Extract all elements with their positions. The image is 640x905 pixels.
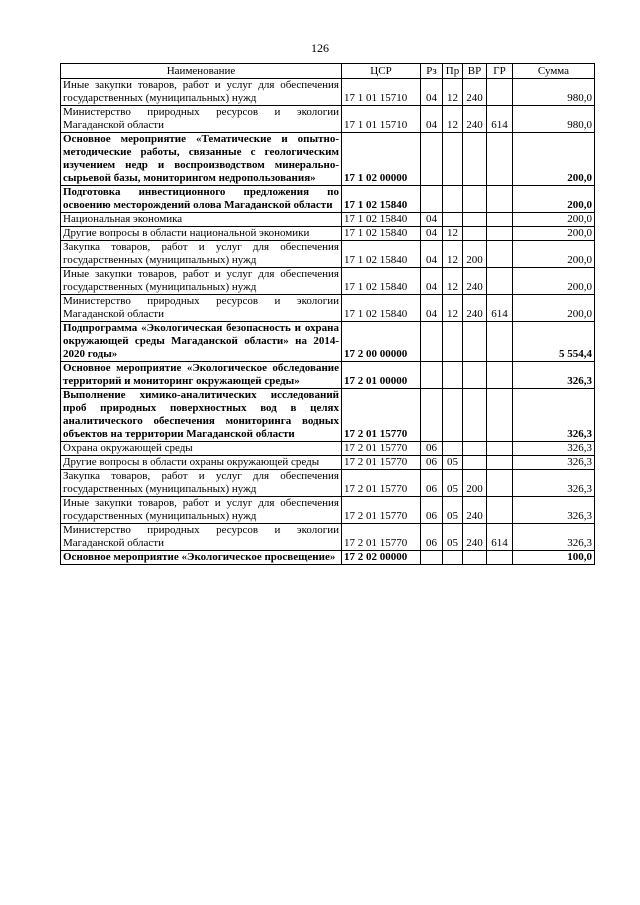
cell-sum: 326,3 xyxy=(513,497,595,524)
cell-csr: 17 2 01 15770 xyxy=(342,497,421,524)
cell-csr: 17 2 00 00000 xyxy=(342,322,421,362)
cell-gr: 614 xyxy=(487,106,513,133)
cell-rz xyxy=(421,389,443,442)
cell-pr: 05 xyxy=(443,470,463,497)
table-row xyxy=(61,241,595,268)
cell-pr xyxy=(443,389,463,442)
cell-vr xyxy=(463,551,487,565)
cell-pr xyxy=(443,322,463,362)
cell-name: Другие вопросы в области охраны окружающей среды xyxy=(61,456,342,470)
table-row xyxy=(61,295,595,322)
cell-pr xyxy=(443,186,463,213)
cell-vr: 240 xyxy=(463,79,487,106)
cell-sum: 200,0 xyxy=(513,241,595,268)
cell-pr: 05 xyxy=(443,497,463,524)
cell-rz xyxy=(421,362,443,389)
cell-sum: 326,3 xyxy=(513,362,595,389)
cell-sum: 326,3 xyxy=(513,524,595,551)
cell-csr: 17 2 01 15770 xyxy=(342,470,421,497)
table-row xyxy=(61,456,595,470)
cell-vr xyxy=(463,213,487,227)
table-row xyxy=(61,497,595,524)
cell-gr xyxy=(487,133,513,186)
cell-vr xyxy=(463,456,487,470)
cell-sum: 980,0 xyxy=(513,79,595,106)
header-vr: ВР xyxy=(463,64,487,79)
cell-sum: 200,0 xyxy=(513,295,595,322)
table-row xyxy=(61,389,595,442)
cell-vr xyxy=(463,362,487,389)
cell-gr xyxy=(487,497,513,524)
table-row xyxy=(61,524,595,551)
cell-name: Иные закупки товаров, работ и услуг для обеспечения государственных (муниципальных) нужд xyxy=(61,268,342,295)
header-rz: Рз xyxy=(421,64,443,79)
header-pr: Пр xyxy=(443,64,463,79)
cell-pr xyxy=(443,133,463,186)
cell-sum: 980,0 xyxy=(513,106,595,133)
cell-gr xyxy=(487,322,513,362)
cell-vr: 240 xyxy=(463,524,487,551)
table-row xyxy=(61,186,595,213)
cell-pr: 12 xyxy=(443,227,463,241)
cell-pr xyxy=(443,362,463,389)
cell-gr: 614 xyxy=(487,524,513,551)
table-row xyxy=(61,442,595,456)
cell-csr: 17 1 02 15840 xyxy=(342,213,421,227)
cell-sum: 200,0 xyxy=(513,186,595,213)
cell-vr: 200 xyxy=(463,470,487,497)
budget-table xyxy=(60,63,595,565)
cell-vr: 200 xyxy=(463,241,487,268)
table-row xyxy=(61,79,595,106)
cell-rz: 06 xyxy=(421,524,443,551)
cell-pr: 12 xyxy=(443,106,463,133)
cell-csr: 17 2 01 15770 xyxy=(342,389,421,442)
cell-sum: 326,3 xyxy=(513,389,595,442)
cell-rz: 04 xyxy=(421,241,443,268)
cell-name: Подготовка инвестиционного предложения по освоению месторождений олова Магаданской области xyxy=(61,186,342,213)
cell-pr xyxy=(443,213,463,227)
cell-rz: 04 xyxy=(421,295,443,322)
cell-name: Национальная экономика xyxy=(61,213,342,227)
cell-gr xyxy=(487,241,513,268)
table-row xyxy=(61,227,595,241)
cell-csr: 17 2 01 15770 xyxy=(342,442,421,456)
table-row xyxy=(61,213,595,227)
cell-name: Другие вопросы в области национальной экономики xyxy=(61,227,342,241)
cell-name: Подпрограмма «Экологическая безопасность и охрана окружающей среды Магаданской области» на 2014-2020 годы» xyxy=(61,322,342,362)
cell-name: Закупка товаров, работ и услуг для обеспечения государственных (муниципальных) нужд xyxy=(61,470,342,497)
cell-sum: 200,0 xyxy=(513,227,595,241)
cell-name: Основное мероприятие «Тематические и опытно-методические работы, связанные с геологическим изучением недр и воспроизводством минерально-сырьевой базы, мониторингом недропользования» xyxy=(61,133,342,186)
cell-rz: 06 xyxy=(421,442,443,456)
table-row xyxy=(61,106,595,133)
cell-name: Иные закупки товаров, работ и услуг для обеспечения государственных (муниципальных) нужд xyxy=(61,497,342,524)
cell-sum: 326,3 xyxy=(513,456,595,470)
header-sum: Сумма xyxy=(513,64,595,79)
cell-csr: 17 1 02 15840 xyxy=(342,186,421,213)
cell-csr: 17 2 01 15770 xyxy=(342,456,421,470)
cell-csr: 17 2 01 15770 xyxy=(342,524,421,551)
cell-sum: 200,0 xyxy=(513,213,595,227)
cell-gr xyxy=(487,227,513,241)
cell-name: Министерство природных ресурсов и экологии Магаданской области xyxy=(61,524,342,551)
cell-vr: 240 xyxy=(463,268,487,295)
cell-rz xyxy=(421,133,443,186)
header-csr: ЦСР xyxy=(342,64,421,79)
cell-pr: 12 xyxy=(443,241,463,268)
cell-csr: 17 1 01 15710 xyxy=(342,79,421,106)
cell-name: Основное мероприятие «Экологическое просвещение» xyxy=(61,551,342,565)
cell-sum: 5 554,4 xyxy=(513,322,595,362)
cell-csr: 17 1 02 00000 xyxy=(342,133,421,186)
table-body xyxy=(61,79,595,565)
cell-vr xyxy=(463,186,487,213)
cell-gr xyxy=(487,442,513,456)
cell-csr: 17 1 02 15840 xyxy=(342,268,421,295)
cell-gr xyxy=(487,79,513,106)
cell-rz: 04 xyxy=(421,79,443,106)
cell-vr: 240 xyxy=(463,497,487,524)
cell-gr xyxy=(487,456,513,470)
cell-name: Министерство природных ресурсов и экологии Магаданской области xyxy=(61,106,342,133)
cell-pr xyxy=(443,442,463,456)
cell-name: Основное мероприятие «Экологическое обследование территорий и мониторинг окружающей среды» xyxy=(61,362,342,389)
cell-csr: 17 2 02 00000 xyxy=(342,551,421,565)
cell-pr: 05 xyxy=(443,456,463,470)
cell-vr: 240 xyxy=(463,106,487,133)
cell-csr: 17 1 02 15840 xyxy=(342,295,421,322)
cell-csr: 17 2 01 00000 xyxy=(342,362,421,389)
cell-gr xyxy=(487,470,513,497)
cell-gr xyxy=(487,389,513,442)
header-name: Наименование xyxy=(61,64,342,79)
cell-rz xyxy=(421,551,443,565)
cell-rz: 04 xyxy=(421,106,443,133)
cell-sum: 200,0 xyxy=(513,133,595,186)
cell-sum: 200,0 xyxy=(513,268,595,295)
cell-name: Выполнение химико-аналитических исследований проб природных поверхностных вод в целях аналитического обеспечения мониторинга водных объектов на территории Магаданской области xyxy=(61,389,342,442)
cell-sum: 326,3 xyxy=(513,442,595,456)
page-number: 126 xyxy=(311,41,329,55)
table-row xyxy=(61,133,595,186)
cell-rz xyxy=(421,322,443,362)
cell-rz: 04 xyxy=(421,213,443,227)
cell-gr xyxy=(487,362,513,389)
cell-pr: 05 xyxy=(443,524,463,551)
cell-rz: 06 xyxy=(421,456,443,470)
cell-rz xyxy=(421,186,443,213)
header-gr: ГР xyxy=(487,64,513,79)
cell-sum: 100,0 xyxy=(513,551,595,565)
cell-rz: 06 xyxy=(421,497,443,524)
table-header-row xyxy=(61,64,595,79)
cell-pr: 12 xyxy=(443,295,463,322)
cell-vr: 240 xyxy=(463,295,487,322)
cell-rz: 04 xyxy=(421,268,443,295)
cell-vr xyxy=(463,133,487,186)
cell-vr xyxy=(463,442,487,456)
cell-vr xyxy=(463,227,487,241)
cell-name: Иные закупки товаров, работ и услуг для обеспечения государственных (муниципальных) нужд xyxy=(61,79,342,106)
cell-gr xyxy=(487,213,513,227)
cell-gr: 614 xyxy=(487,295,513,322)
cell-pr xyxy=(443,551,463,565)
cell-name: Охрана окружающей среды xyxy=(61,442,342,456)
cell-vr xyxy=(463,322,487,362)
table-row xyxy=(61,322,595,362)
cell-pr: 12 xyxy=(443,268,463,295)
cell-pr: 12 xyxy=(443,79,463,106)
cell-sum: 326,3 xyxy=(513,470,595,497)
cell-gr xyxy=(487,551,513,565)
table-row xyxy=(61,470,595,497)
table-row xyxy=(61,551,595,565)
cell-rz: 04 xyxy=(421,227,443,241)
cell-vr xyxy=(463,389,487,442)
cell-gr xyxy=(487,186,513,213)
cell-rz: 06 xyxy=(421,470,443,497)
cell-csr: 17 1 02 15840 xyxy=(342,227,421,241)
cell-name: Закупка товаров, работ и услуг для обеспечения государственных (муниципальных) нужд xyxy=(61,241,342,268)
cell-name: Министерство природных ресурсов и экологии Магаданской области xyxy=(61,295,342,322)
table-row xyxy=(61,268,595,295)
cell-csr: 17 1 02 15840 xyxy=(342,241,421,268)
cell-csr: 17 1 01 15710 xyxy=(342,106,421,133)
cell-gr xyxy=(487,268,513,295)
table-row xyxy=(61,362,595,389)
